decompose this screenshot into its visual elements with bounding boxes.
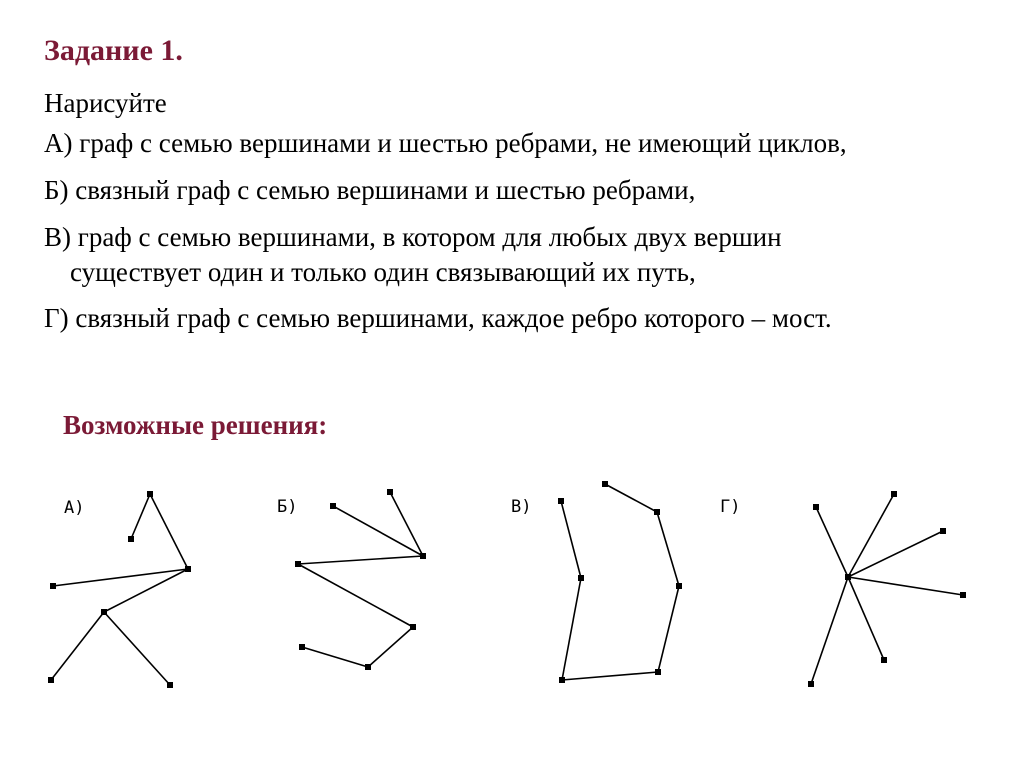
graph-v-vertex [558,498,564,504]
graph-g-vertices [808,491,966,687]
graph-a-label: А) [64,498,85,518]
graph-g-vertex [960,592,966,598]
graph-a-edge [104,612,170,685]
graph-v-edge [657,512,679,586]
graph-b-vertex [387,489,393,495]
graph-v-label: В) [511,497,532,517]
graph-a-edge [150,494,188,569]
graph-a-vertex [167,682,173,688]
graph-a-vertex [50,583,56,589]
solutions-title: Возможные решения: [63,410,328,440]
graph-g-vertex [808,681,814,687]
graph-a-vertex [128,536,134,542]
graph-a-edges [51,494,188,685]
graph-v-edges [561,484,679,680]
graph-a-vertices [48,491,191,688]
graph-b-edge [302,647,368,667]
graph-v-vertex [655,669,661,675]
graph-b-vertex [330,503,336,509]
graph-a-vertex [147,491,153,497]
graph-g-vertex [891,491,897,497]
graph-b-edges [298,492,423,667]
graph-b-edge [298,564,413,627]
graph-g-edge [848,494,894,577]
graph-b-vertex [420,553,426,559]
graph-v-vertex [654,509,660,515]
graph-v-edge [605,484,657,512]
graph-v-edge [658,586,679,672]
graph-b-edge [298,556,423,564]
graph-a-vertex [48,677,54,683]
task-title: Задание 1. [44,34,183,67]
graph-a-edge [51,612,104,680]
graph-g-edge [811,577,848,684]
task-item-b: Б) связный граф с семью вершинами и шестью ребрами, [44,175,696,205]
graph-a-edge [53,569,188,586]
task-intro: Нарисуйте [44,88,167,118]
graph-g-edge [848,577,963,595]
graph-b-vertex [295,561,301,567]
graph-g-label: Г) [720,497,741,517]
graph-a-vertex [101,609,107,615]
graph-b-vertex [365,664,371,670]
graph-b-label: Б) [277,497,298,517]
graph-v-edge [562,578,581,680]
task-item-a: А) граф с семью вершинами и шестью ребрами, не имеющий циклов, [44,128,847,158]
task-item-g: Г) связный граф с семью вершинами, каждое ребро которого – мост. [44,303,832,333]
graph-g-edge [848,531,943,577]
graph-g-vertex [881,657,887,663]
graph-a-vertex [185,566,191,572]
graph-v-vertex [559,677,565,683]
task-item-v-continuation: существует один и только один связывающий их путь, [70,257,696,287]
graph-g-vertex [845,574,851,580]
graph-b-vertex [299,644,305,650]
task-item-v: В) граф с семью вершинами, в котором для любых двух вершин [44,222,782,252]
graph-a-edge [104,569,188,612]
graph-v-vertex [578,575,584,581]
graph-g-edge [816,507,848,577]
graph-v-vertex [602,481,608,487]
graph-g-edges [811,494,963,684]
graph-g-vertex [940,528,946,534]
graph-v-edge [562,672,658,680]
graph-g-edge [848,577,884,660]
graph-v-vertex [676,583,682,589]
graph-g-vertex [813,504,819,510]
graph-b-edge [368,627,413,667]
graph-b-vertex [410,624,416,630]
graph-a-edge [131,494,150,539]
graph-v-edge [561,501,581,578]
graph-b-vertices [295,489,426,670]
